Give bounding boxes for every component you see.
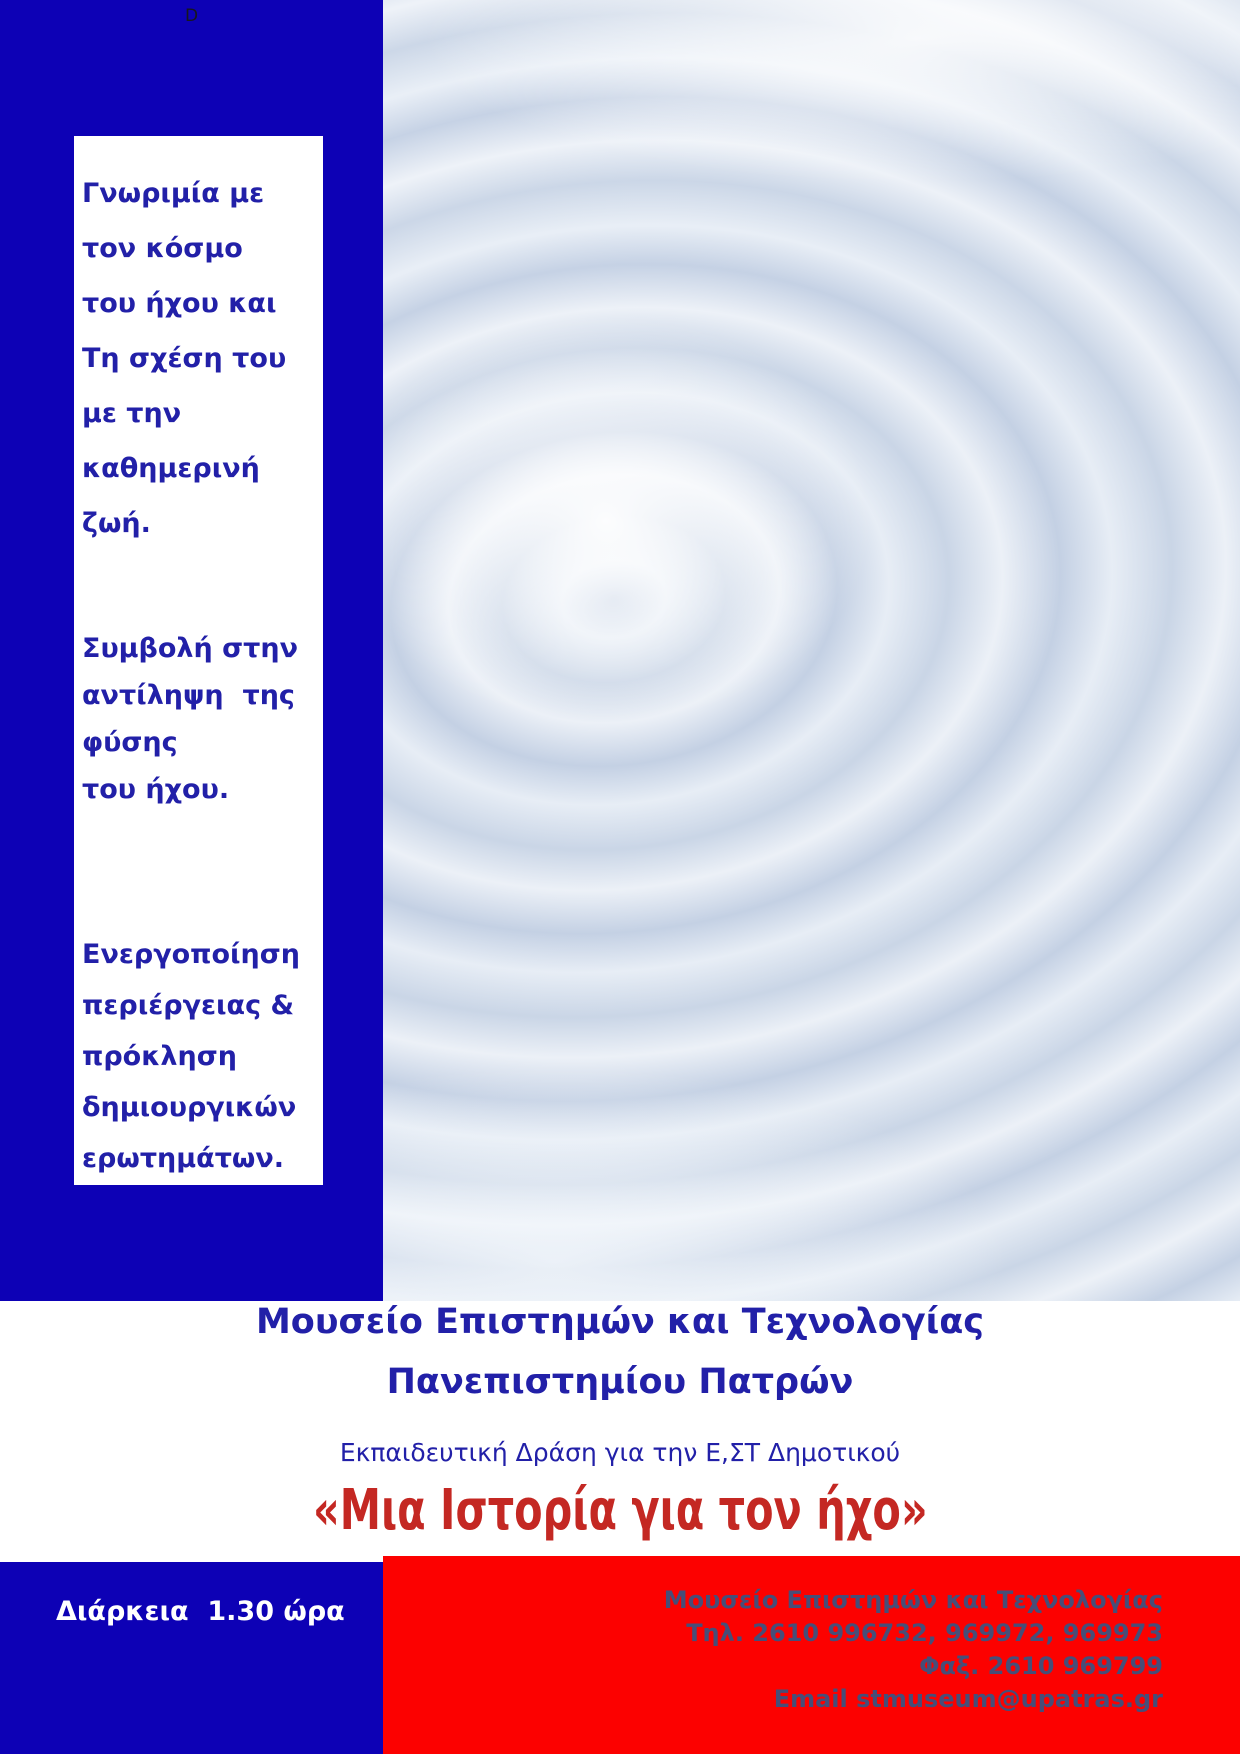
footer-blue-band bbox=[0, 1562, 383, 1754]
stray-character: D bbox=[185, 6, 199, 26]
museum-title-line1: Μουσείο Επιστημών και Τεχνολογίας bbox=[255, 1302, 985, 1342]
intro-line: με την bbox=[82, 398, 182, 429]
intro-line: Συμβολή στην bbox=[82, 633, 298, 664]
contact-museum-name: Μουσείο Επιστημών και Τεχνολογίας bbox=[663, 1586, 1163, 1614]
contact-fax: Φαξ. 2610 969799 bbox=[919, 1652, 1163, 1680]
intro-line: του ήχου και bbox=[82, 288, 277, 319]
contact-block bbox=[664, 1584, 1163, 1716]
contact-email: Email stmuseum@upatras.gr bbox=[773, 1685, 1163, 1713]
contact-phone: Τηλ. 2610 996732, 969972, 969973 bbox=[686, 1619, 1163, 1647]
intro-line: περιέργειας & bbox=[82, 990, 295, 1021]
intro-paragraph-1 bbox=[82, 166, 319, 551]
intro-line: τον κόσμο bbox=[82, 233, 243, 264]
intro-line: αντίληψη της bbox=[82, 680, 295, 711]
intro-line: φύσης bbox=[82, 727, 178, 758]
intro-paragraph-3 bbox=[82, 929, 319, 1184]
duration-label: Διάρκεια 1.30 ώρα bbox=[56, 1596, 345, 1627]
intro-line: ζωή. bbox=[82, 508, 151, 539]
ripple-bottom-highlight bbox=[383, 0, 1240, 1301]
water-ripple-image bbox=[383, 0, 1240, 1301]
intro-line: Γνωριμία με bbox=[82, 178, 265, 209]
intro-line: ερωτημάτων. bbox=[82, 1143, 285, 1174]
museum-title-line2: Πανεπιστημίου Πατρών bbox=[386, 1362, 854, 1402]
intro-line: καθημερινή bbox=[82, 453, 260, 484]
intro-paragraph-2 bbox=[82, 625, 319, 813]
activity-subtitle: Εκπαιδευτική Δράση για την Ε,ΣΤ Δημοτικού bbox=[339, 1438, 901, 1467]
intro-line: Τη σχέση του bbox=[82, 343, 287, 374]
event-title-text: «Μια Ιστορία για τον ήχο» bbox=[312, 1478, 928, 1543]
footer-red-band bbox=[383, 1556, 1240, 1754]
intro-line: του ήχου. bbox=[82, 774, 230, 805]
event-title bbox=[0, 1478, 1240, 1543]
intro-line: Ενεργοποίηση bbox=[82, 939, 301, 970]
intro-line: δημιουργικών bbox=[82, 1092, 297, 1123]
intro-line: πρόκληση bbox=[82, 1041, 237, 1072]
intro-text-box bbox=[74, 136, 323, 1185]
